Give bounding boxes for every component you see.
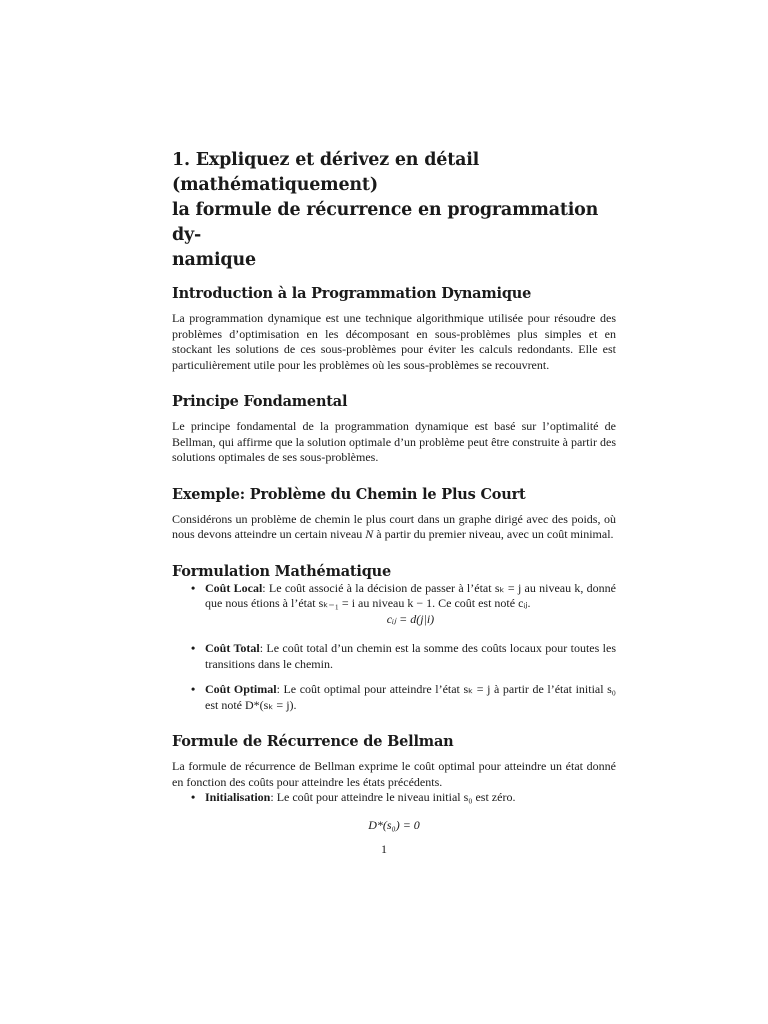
exemple-text-before: Considérons un problème de chemin le plus court dans un graphe dirigé avec des poids, où nous devons atteindre un certain niveau xyxy=(172,511,616,541)
exemple-paragraph xyxy=(172,512,616,543)
bellman-heading: Formule de Récurrence de Bellman xyxy=(172,733,454,750)
bullet-icon: • xyxy=(191,682,196,696)
exemple-text-after: à partir du premier niveau, avec un coût minimal. xyxy=(373,527,614,541)
bullet-icon: • xyxy=(191,790,196,804)
item-label: Initialisation xyxy=(205,790,271,804)
item-label: Coût Optimal xyxy=(205,682,277,696)
item-text: : Le coût total d’un chemin est la somme des coûts locaux pour toutes les transitions dans le chemin. xyxy=(205,641,616,671)
intro-heading: Introduction à la Programmation Dynamique xyxy=(172,285,532,302)
list-item-initialisation xyxy=(172,790,616,806)
principe-paragraph: Le principe fondamental de la programmation dynamique est basé sur l’optimalité de Bellman, qui affirme que la solution optimale d’un problème peut être construite à partir des solutions optimales de ses sous-problèmes. xyxy=(172,419,616,464)
title-line-2: la formule de récurrence en programmation dy- xyxy=(172,200,599,245)
page-number: 1 xyxy=(381,842,387,856)
exemple-var-n: N xyxy=(365,527,374,541)
formulation-list xyxy=(172,581,616,714)
item-text: : Le coût associé à la décision de passer à l’état sₖ = j au niveau k, donné que nous étions à l’état sₖ₋₁ = i au niveau k − 1. Ce coût est noté cᵢⱼ. xyxy=(205,580,617,610)
list-item-cout-total xyxy=(172,641,616,672)
bullet-icon: • xyxy=(191,580,196,595)
item-text: : Le coût pour atteindre le niveau initial s₀ est zéro. xyxy=(270,790,516,804)
item-label: Coût Total xyxy=(205,641,260,655)
equation-d-star: D*(s₀) = 0 xyxy=(368,817,420,832)
list-item-cout-local xyxy=(172,581,616,628)
formulation-heading: Formulation Mathématique xyxy=(172,562,392,580)
section-title xyxy=(172,148,616,273)
title-line-3: namique xyxy=(172,250,256,270)
document-page xyxy=(172,148,616,833)
bellman-paragraph: La formule de récurrence de Bellman exprime le coût optimal pour atteindre un état donné en fonction des coûts pour atteindre les états précédents. xyxy=(172,759,616,789)
title-line-1: 1. Expliquez et dérivez en détail (mathématiquement) xyxy=(172,150,480,195)
equation-cij: cᵢⱼ = d(j|i) xyxy=(386,611,435,626)
principe-heading: Principe Fondamental xyxy=(172,393,348,410)
item-text: : Le coût optimal pour atteindre l’état sₖ = j à partir de l’état initial s₀ est noté D*(sₖ = j). xyxy=(205,682,616,712)
bullet-icon: • xyxy=(191,641,196,655)
list-item-cout-optimal xyxy=(172,682,616,713)
exemple-heading: Exemple: Problème du Chemin le Plus Court xyxy=(172,485,526,503)
bellman-list xyxy=(172,790,616,806)
item-label: Coût Local xyxy=(205,580,263,595)
intro-paragraph: La programmation dynamique est une technique algorithmique utilisée pour résoudre des problèmes d’optimisation en les décomposant en sous-problèmes plus simples et en stockant les solutions de ces sous-problèmes pour éviter les calculs redondants. Elle est particulièrement utile pour les problèmes où les sous-problèmes se recouvrent. xyxy=(172,311,616,372)
